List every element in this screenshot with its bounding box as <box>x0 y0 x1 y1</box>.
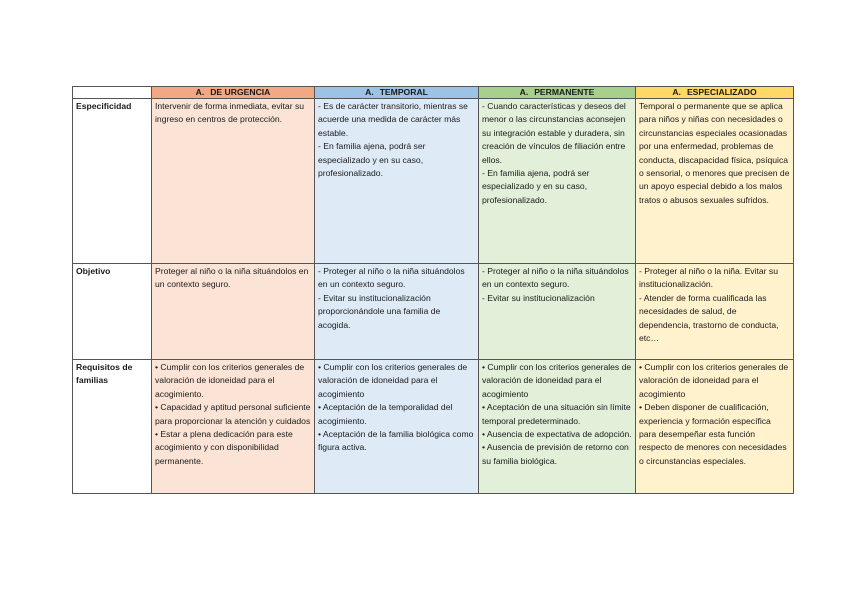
cell-line: • Aceptación de la temporalidad del acogimiento. <box>318 402 453 426</box>
cell-line: - Es de carácter transitorio, mientras se acuerde una medida de carácter más estable. <box>318 101 468 138</box>
cell-temporal <box>315 360 479 494</box>
cell-line: - En familia ajena, podrá ser especializado y en su caso, profesionalizado. <box>318 141 426 179</box>
cell-especializado <box>636 99 794 264</box>
header-number: A. <box>519 87 529 97</box>
cell-permanente <box>479 264 636 360</box>
header-urgencia <box>152 87 315 99</box>
header-label: PERMANENTE <box>534 87 595 97</box>
cell-urgencia <box>152 264 315 360</box>
cell-line: - Evitar su institucionalización proporcionándole una familia de acogida. <box>318 292 441 330</box>
row-requisitos <box>73 360 794 494</box>
corner-cell <box>73 87 152 99</box>
cell-line: - Proteger al niño o la niña situándolos en un contexto seguro. <box>318 266 465 290</box>
cell-line: - Cuando características y deseos del menor o las circunstancias aconsejen su integración estable y duradera, sin creación de vínculos de filiación entre ellos. <box>482 101 626 165</box>
header-especializado <box>636 87 794 99</box>
cell-urgencia <box>152 99 315 264</box>
cell-permanente <box>479 99 636 264</box>
cell-line: • Ausencia de expectativa de adopción. <box>482 429 632 440</box>
cell-line: • Aceptación de una situación sin límite temporal predeterminado. <box>482 402 631 426</box>
row-especificidad <box>73 99 794 264</box>
cell-especializado <box>636 264 794 360</box>
header-label: DE URGENCIA <box>210 87 271 97</box>
cell-especializado <box>636 360 794 494</box>
cell-line: Intervenir de forma inmediata, evitar su ingreso en centros de protección. <box>155 101 305 125</box>
foster-care-table <box>72 86 794 494</box>
row-objetivo <box>73 264 794 360</box>
header-label: TEMPORAL <box>379 87 428 97</box>
row-label: Objetivo <box>73 264 152 360</box>
header-label: ESPECIALIZADO <box>686 87 757 97</box>
cell-line: • Aceptación de la familia biológica como figura activa. <box>318 429 474 453</box>
cell-urgencia <box>152 360 315 494</box>
row-label: Especificidad <box>73 99 152 264</box>
cell-line: - Proteger al niño o la niña situándolos en un contexto seguro. <box>482 266 629 290</box>
header-permanente <box>479 87 636 99</box>
cell-line: Temporal o permanente que se aplica para niños y niñas con necesidades o circunstancias especiales ocasionadas por una enfermedad, problemas de conducta, discapacidad física, psíquica o sensorial, o menores que precisen de un apoyo especial debido a los malos tratos o abusos sexuales sufridos. <box>639 101 790 205</box>
header-number: A. <box>365 87 374 97</box>
cell-line: - En familia ajena, podrá ser especializado y en su caso, profesionalizado. <box>482 168 590 205</box>
cell-line: • Cumplir con los criterios generales de valoración de idoneidad para el acogimiento. <box>155 362 305 399</box>
cell-line: - Proteger al niño o la niña. Evitar su institucionalización. <box>639 266 779 290</box>
cell-line: • Cumplir con los criterios generales de valoración de idoneidad para el acogimiento <box>318 362 468 399</box>
cell-temporal <box>315 99 479 264</box>
row-label: Requisitos de familias <box>73 360 152 494</box>
header-temporal <box>315 87 479 99</box>
header-number: A. <box>195 87 205 97</box>
cell-line: • Deben disponer de cualificación, experiencia y formación específica para desempeñar esta función respecto de menores con necesidades o circunstancias especiales. <box>639 402 787 466</box>
cell-temporal <box>315 264 479 360</box>
cell-line: - Atender de forma cualificada las necesidades de salud, de dependencia, trastorno de conducta, etc… <box>639 292 779 344</box>
cell-line: Proteger al niño o la niña situándolos en un contexto seguro. <box>155 266 309 290</box>
header-row <box>73 87 794 99</box>
cell-line: • Estar a plena dedicación para este acogimiento y con disponibilidad permanente. <box>155 429 293 466</box>
cell-line: • Capacidad y aptitud personal suficiente para proporcionar la atención y cuidados <box>155 402 311 426</box>
cell-line: - Evitar su institucionalización <box>482 292 595 303</box>
cell-line: • Cumplir con los criterios generales de valoración de idoneidad para el acogimiento <box>482 362 632 399</box>
cell-line: • Cumplir con los criterios generales de valoración de idoneidad para el acogimiento <box>639 362 789 399</box>
cell-permanente <box>479 360 636 494</box>
header-number: A. <box>672 87 681 97</box>
cell-line: • Ausencia de previsión de retorno con su familia biológica. <box>482 442 629 466</box>
